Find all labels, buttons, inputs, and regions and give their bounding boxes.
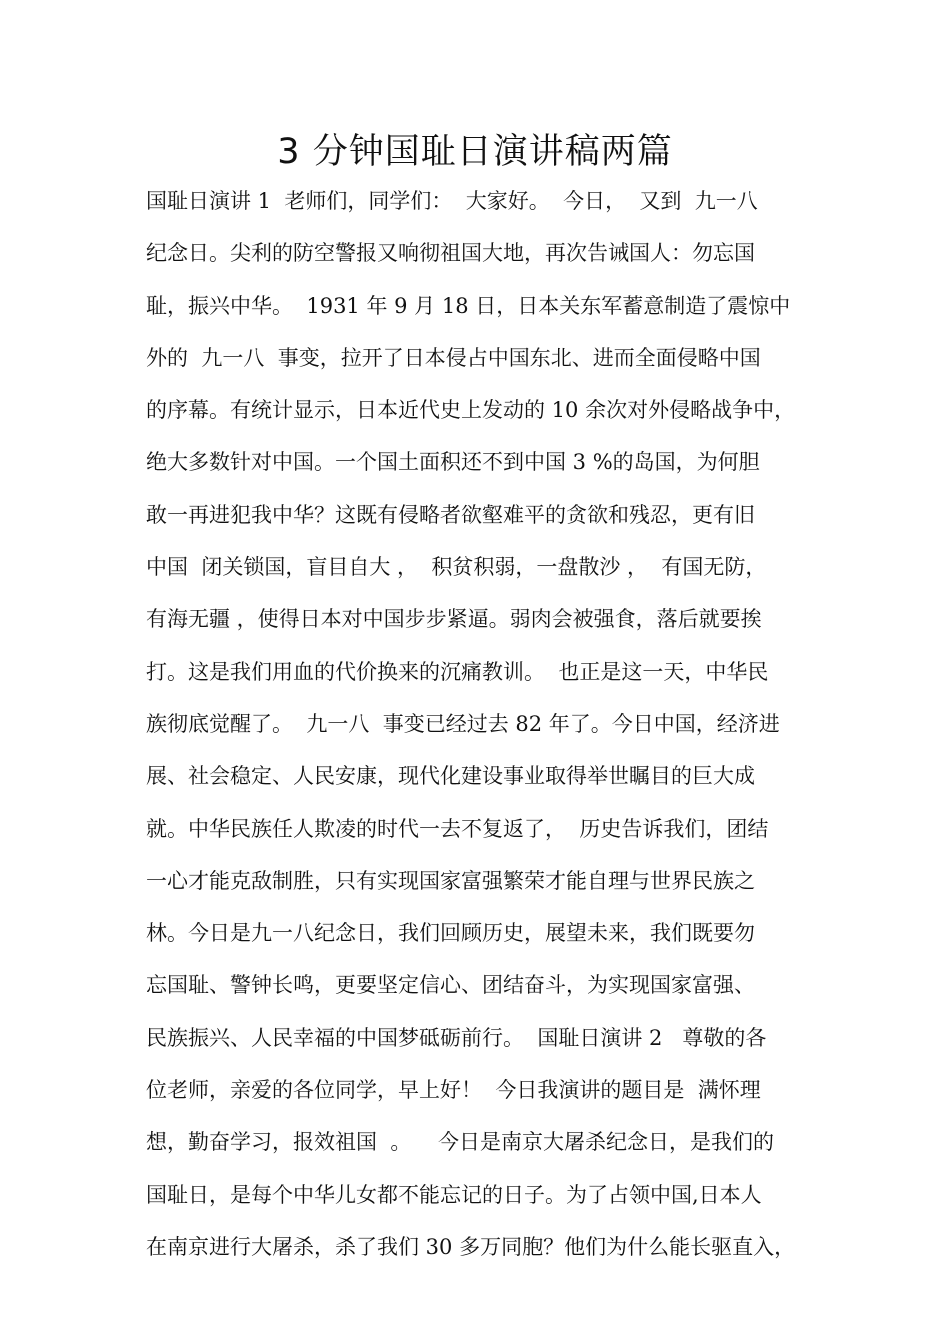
text-line: 耻，振兴中华。 1931 年 9 月 18 日，日本关东军蓄意制造了震惊中 (146, 293, 791, 318)
text-line: 就。中华民族任人欺凌的时代一去不复返了， 历史告诉我们，团结 (146, 816, 769, 841)
text-line: 位老师，亲爱的各位同学，早上好！ 今日我演讲的题目是 满怀理 (146, 1078, 761, 1103)
document-title: 3 分钟国耻日演讲稿两篇 (277, 132, 673, 172)
text-line: 一心才能克敌制胜，只有实现国家富强繁荣才能自理与世界民族之 (146, 868, 755, 893)
text-line: 族彻底觉醒了。 九一八 事变已经过去 82 年了。今日中国，经济进 (146, 711, 780, 736)
text-line: 敢一再进犯我中华？这既有侵略者欲壑难平的贪欲和残忍，更有旧 (146, 502, 755, 527)
text-line: 有海无疆 ，使得日本对中国步步紧逼。弱肉会被强食，落后就要挨 (146, 607, 762, 632)
text-line: 纪念日。尖利的防空警报又响彻祖国大地，再次告诫国人：勿忘国 (146, 241, 755, 266)
text-line: 打。这是我们用血的代价换来的沉痛教训。 也正是这一天，中华民 (146, 659, 769, 684)
document-body (146, 182, 826, 1280)
text-line: 林。今日是九一八纪念日，我们回顾历史，展望未来，我们既要勿 (146, 921, 755, 946)
text-line: 忘国耻、警钟长鸣，更要坚定信心、团结奋斗，为实现国家富强、 (146, 973, 755, 998)
text-line: 中国 闭关锁国，盲目自大 ， 积贫积弱，一盘散沙 ， 有国无防， (146, 555, 767, 580)
text-line: 绝大多数针对中国。一个国土面积还不到中国 3 %的岛国，为何胆 (146, 450, 760, 475)
text-line: 民族振兴、人民幸福的中国梦砥砺前行。 国耻日演讲 2 尊敬的各 (146, 1025, 767, 1050)
text-line: 外的 九一八 事变，拉开了日本侵占中国东北、进而全面侵略中国 (146, 345, 761, 370)
text-line: 展、社会稳定、人民安康，现代化建设事业取得举世瞩目的巨大成 (146, 764, 755, 789)
text-line: 国耻日，是每个中华儿女都不能忘记的日子。为了占领中国,日本人 (146, 1182, 762, 1207)
text-line: 想，勤奋学习，报效祖国 。 今日是南京大屠杀纪念日，是我们的 (146, 1130, 775, 1155)
text-line: 国耻日演讲 1 老师们，同学们： 大家好。 今日， 又到 九一八 (146, 189, 758, 213)
text-line: 的序幕。有统计显示，日本近代史上发动的 10 余次对外侵略战争中， (146, 398, 796, 423)
text-line: 在南京进行大屠杀，杀了我们 30 多万同胞？他们为什么能长驱直入， (146, 1234, 796, 1259)
